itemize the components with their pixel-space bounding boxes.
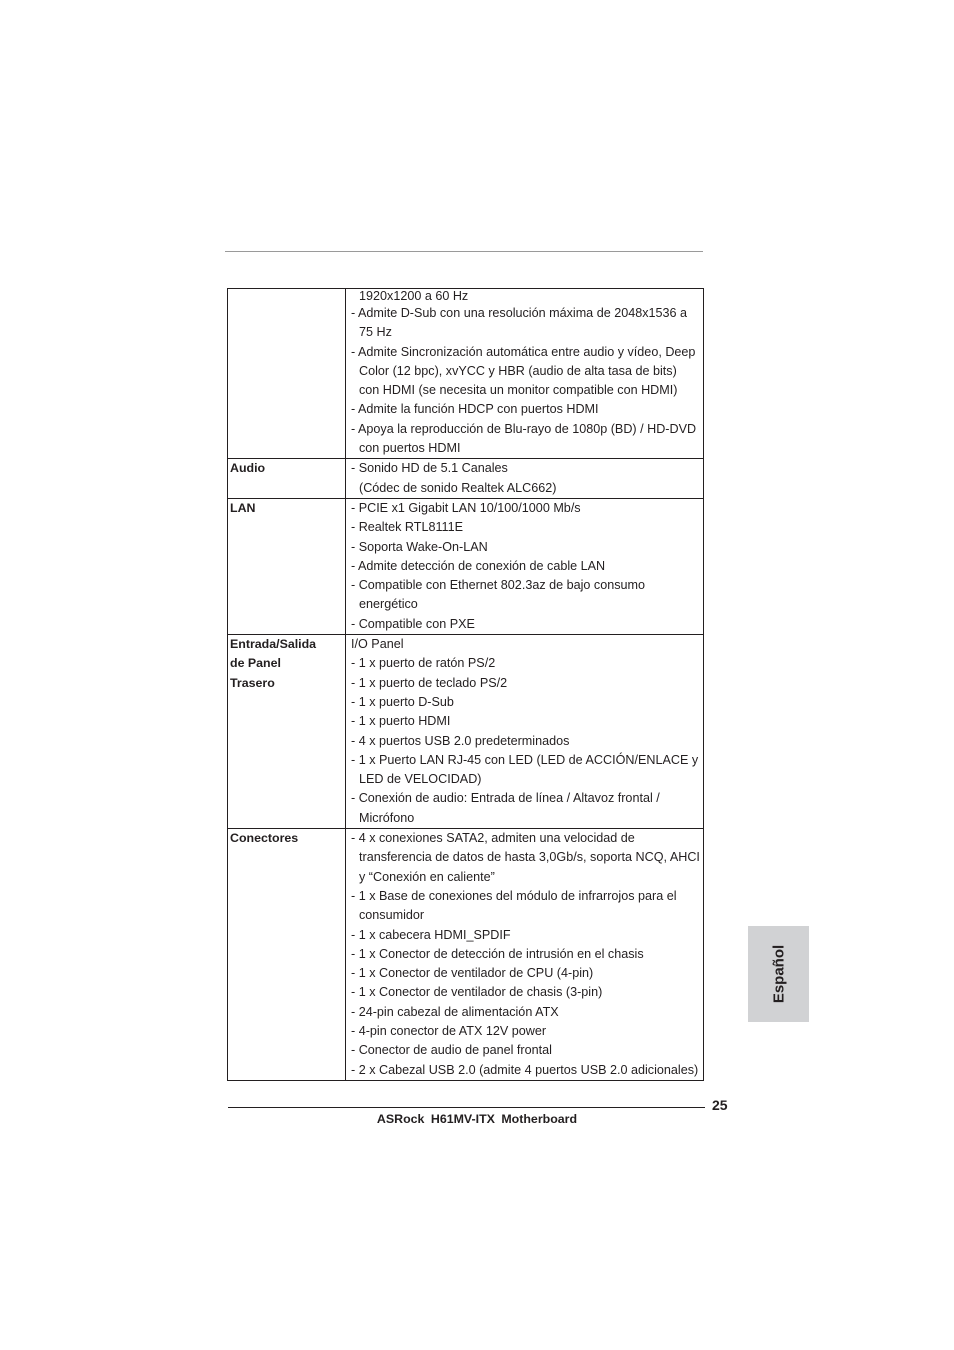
spec-value-line: - Admite detección de conexión de cable LAN (351, 558, 606, 573)
spec-value-line: - Compatible con Ethernet 802.3az de bajo consumo (351, 578, 646, 593)
spec-row (228, 459, 704, 499)
spec-label-cell (228, 289, 346, 459)
spec-value-line: con puertos HDMI (359, 441, 461, 456)
spec-value-line: con HDMI (se necesita un monitor compatible con HDMI) (359, 383, 678, 398)
spec-row (228, 829, 704, 1081)
spec-value-line: 1920x1200 a 60 Hz (359, 289, 469, 303)
page-number: 25 (712, 1097, 728, 1113)
spec-value-line: transferencia de datos de hasta 3,0Gb/s, soporta NCQ, AHCI (359, 850, 700, 865)
header-rule (225, 251, 703, 252)
spec-label-line: LAN (230, 500, 256, 515)
spec-label-line: Audio (230, 461, 266, 476)
spec-value-line: - 4 x puertos USB 2.0 predeterminados (351, 733, 570, 748)
spec-label-cell (228, 635, 346, 829)
spec-table-body (228, 289, 704, 1081)
spec-value-line: - Apoya la reproducción de Blu-rayo de 1080p (BD) / HD-DVD (351, 421, 697, 436)
spec-label-line: Conectores (230, 831, 299, 846)
spec-value-line: - Conexión de audio: Entrada de línea / Altavoz frontal / (351, 791, 660, 806)
spec-value-line: LED de VELOCIDAD) (359, 772, 482, 787)
spec-value-cell (346, 498, 704, 634)
spec-value-line: - 24-pin cabezal de alimentación ATX (351, 1004, 559, 1019)
spec-value-line: - PCIE x1 Gigabit LAN 10/100/1000 Mb/s (351, 500, 581, 515)
spec-value-line: - 1 x puerto HDMI (351, 714, 451, 729)
spec-value-line: y “Conexión en caliente” (359, 869, 495, 884)
spec-label-line: Entrada/Salida (230, 637, 317, 652)
spec-value-line: - 1 x puerto de ratón PS/2 (351, 656, 496, 671)
spec-value-line: - 1 x Conector de detección de intrusión en el chasis (351, 946, 644, 961)
spec-value-line: energético (359, 597, 418, 612)
spec-label-cell (228, 459, 346, 499)
spec-value-line: - 1 x Base de conexiones del módulo de infrarrojos para el (351, 888, 677, 903)
spec-row (228, 289, 704, 459)
spec-row (228, 498, 704, 634)
footer-title: ASRock H61MV-ITX Motherboard (376, 1112, 578, 1126)
spec-label-line: Trasero (230, 675, 275, 690)
spec-value-line: Micrófono (359, 810, 415, 825)
spec-value-line: - 1 x Conector de ventilador de chasis (3-pin) (351, 985, 603, 1000)
spec-value-line: - Conector de audio de panel frontal (351, 1043, 552, 1058)
footer-rule (228, 1107, 705, 1108)
spec-label-cell (228, 829, 346, 1081)
spec-label-cell (228, 498, 346, 634)
spec-value-cell (346, 829, 704, 1081)
spec-value-line: - Admite la función HDCP con puertos HDMI (351, 402, 599, 417)
spec-value-line: - Compatible con PXE (351, 616, 475, 631)
spec-value-line: (Códec de sonido Realtek ALC662) (359, 480, 557, 495)
spec-label-line: de Panel (230, 656, 281, 671)
spec-value-line: - 2 x Cabezal USB 2.0 (admite 4 puertos USB 2.0 adicionales) (351, 1062, 699, 1077)
spec-value-line: - 4 x conexiones SATA2, admiten una velocidad de (351, 831, 635, 846)
spec-value-line: - Soporta Wake-On-LAN (351, 539, 488, 554)
spec-value-line: - 1 x Conector de ventilador de CPU (4-pin) (351, 966, 594, 981)
spec-value-line: 75 Hz (359, 325, 392, 340)
spec-value-cell (346, 289, 704, 459)
spec-table (227, 288, 704, 1081)
spec-value-line: - 1 x cabecera HDMI_SPDIF (351, 927, 511, 942)
spec-row (228, 635, 704, 829)
spec-value-cell (346, 635, 704, 829)
spec-value-line: - Realtek RTL8111E (351, 520, 464, 535)
language-tab (748, 926, 809, 1022)
spec-value-line: - Admite Sincronización automática entre audio y vídeo, Deep (351, 344, 696, 359)
spec-value-line: - 1 x Puerto LAN RJ-45 con LED (LED de ACCIÓN/ENLACE y (351, 752, 699, 767)
spec-value-line: - 4-pin conector de ATX 12V power (351, 1023, 547, 1038)
spec-value-line: consumidor (359, 908, 425, 923)
spec-value-line: - 1 x puerto de teclado PS/2 (351, 675, 508, 690)
spec-value-line: - Sonido HD de 5.1 Canales (351, 461, 508, 476)
spec-value-line: I/O Panel (351, 637, 404, 652)
spec-value-line: - 1 x puerto D-Sub (351, 694, 454, 709)
spec-value-line: Color (12 bpc), xvYCC y HBR (audio de alta tasa de bits) (359, 363, 677, 378)
language-tab-label: Español (770, 944, 787, 1004)
spec-value-cell (346, 459, 704, 499)
spec-value-line: - Admite D-Sub con una resolución máxima de 2048x1536 a (351, 306, 688, 320)
